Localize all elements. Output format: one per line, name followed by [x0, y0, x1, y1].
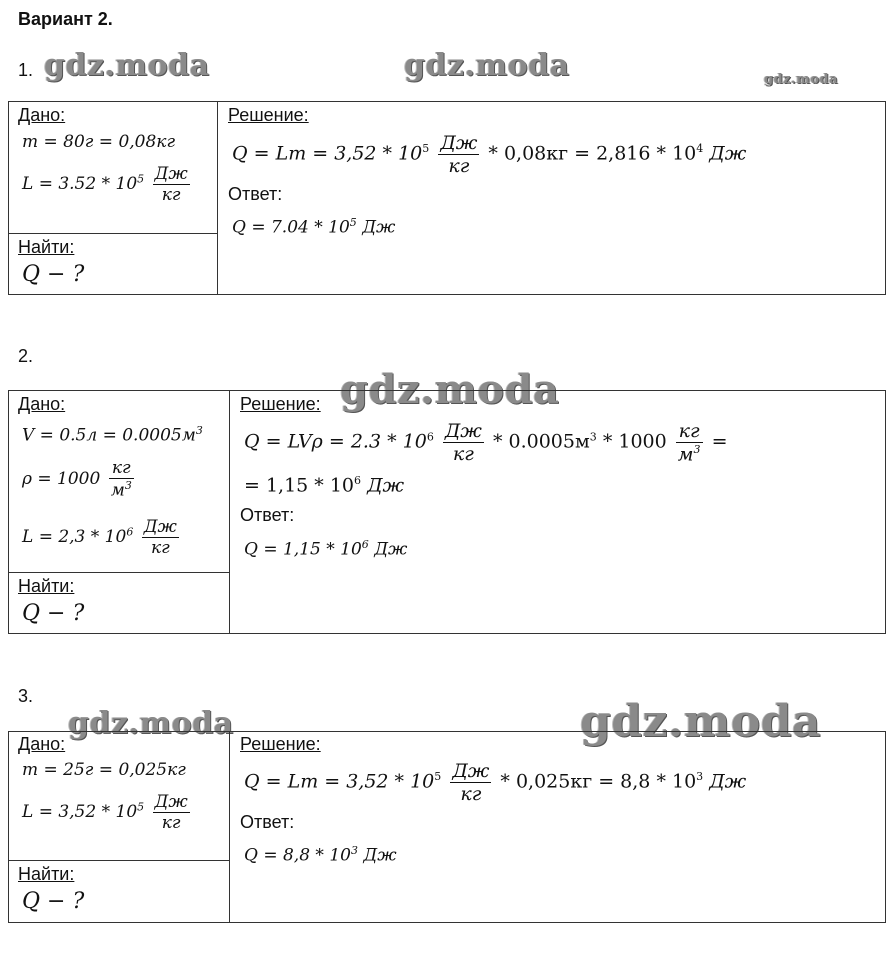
problem-number: 3. — [18, 686, 34, 706]
given-heat: $L = 3.52 * 10^5$ $\frac{Дж}{кг}$ — [22, 164, 188, 205]
answer-value: $Q = 1,15 * 10^6$ Дж — [244, 538, 408, 560]
watermark: gdz.moda — [340, 366, 560, 413]
find-value: Q − ? — [22, 601, 85, 626]
problem-number: 2. — [18, 346, 34, 366]
solution-label: Решение: — [240, 394, 321, 414]
row-divider — [8, 233, 218, 234]
answer-label: Ответ: — [240, 505, 295, 525]
given-mass: m = 80г = 0,08кг — [22, 132, 176, 152]
given-label: Дано: — [18, 734, 66, 754]
answer-value: $Q = 7.04 * 10^5$ Дж — [232, 216, 396, 238]
given-heat: $L = 2,3 * 10^6$ $\frac{Дж}{кг}$ — [22, 517, 177, 558]
given-label: Дано: — [18, 394, 66, 414]
row-divider — [8, 860, 230, 861]
answer-label: Ответ: — [240, 812, 295, 832]
given-volume: $V = 0.5л = 0.0005м^3$ — [22, 424, 203, 446]
page-title: Вариант 2. — [18, 9, 113, 29]
find-value: Q − ? — [22, 889, 85, 914]
answer-value: $Q = 8,8 * 10^3$ Дж — [244, 844, 397, 866]
column-divider — [229, 390, 230, 634]
column-divider — [229, 731, 230, 923]
problem-number: 1. — [18, 60, 34, 80]
solution-formula: $Q = Lm = 3,52 * 10^5$ $\frac{Дж}{кг}$ * $0,025кг = 8,8 * 10^3$ Дж — [244, 760, 747, 805]
watermark: gdz.moda — [764, 72, 839, 87]
watermark: gdz.moda — [580, 696, 822, 747]
solution-result: = $1,15 * 10^6$ Дж — [244, 474, 405, 497]
solution-formula: $Q = Lm = 3,52 * 10^5$ $\frac{Дж}{кг}$ * $0,08кг = 2,816 * 10^4$ Дж — [232, 132, 747, 177]
solution-formula: $Q = LV\rho = 2.3 * 10^6$ $\frac{Дж}{кг}$ * $0.0005м^3 * 1000$ $\frac{кг}{м^3}$ = — [244, 420, 728, 466]
answer-label: Ответ: — [228, 184, 283, 204]
watermark: gdz.moda — [404, 48, 570, 83]
given-label: Дано: — [18, 105, 66, 125]
given-mass: m = 25г = 0,025кг — [22, 760, 186, 780]
solution-label: Решение: — [240, 734, 321, 754]
given-heat: $L = 3,52 * 10^5$ $\frac{Дж}{кг}$ — [22, 792, 188, 833]
find-label: Найти: — [18, 864, 75, 884]
solution-label: Решение: — [228, 105, 309, 125]
given-density: ρ = 1000 $\frac{кг}{м^3}$ — [22, 458, 132, 501]
find-label: Найти: — [18, 237, 75, 257]
find-value: Q − ? — [22, 262, 85, 287]
watermark: gdz.moda — [44, 48, 210, 83]
row-divider — [8, 572, 230, 573]
find-label: Найти: — [18, 576, 75, 596]
column-divider — [217, 101, 218, 295]
watermark: gdz.moda — [68, 706, 234, 741]
